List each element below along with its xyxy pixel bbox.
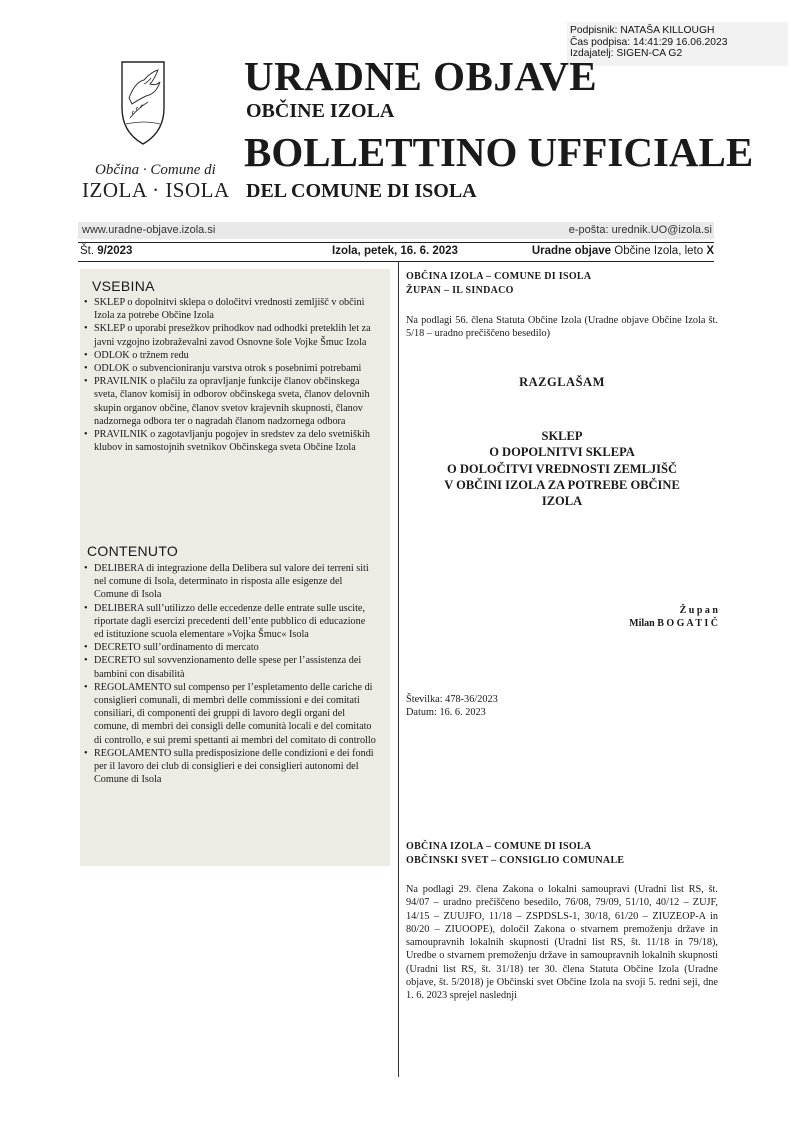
email-link[interactable]: e-pošta: urednik.UO@izola.si bbox=[568, 224, 712, 236]
masthead-title-sl: URADNE OBJAVE bbox=[244, 53, 598, 99]
issue-number bbox=[80, 245, 132, 257]
mayor-signature bbox=[406, 604, 718, 631]
article1-date: Datum: 16. 6. 2023 bbox=[406, 707, 486, 719]
doc-title-line: SKLEP bbox=[541, 429, 583, 443]
signature-signer: Podpisnik: NATAŠA KILLOUGH bbox=[570, 25, 715, 36]
toc-item[interactable]: • SKLEP o uporabi presežkov prihodkov nad odhodki preteklih let za javni vzgojno izobraževalni zavod Osnovne šole Vojke Šmuc Izola bbox=[84, 322, 376, 348]
header-divider-bottom bbox=[78, 261, 714, 262]
digital-signature-box bbox=[567, 22, 788, 66]
toc-item[interactable]: • SKLEP o dopolnitvi sklepa o določitvi vrednosti zemljišč v občini Izola za potrebe Občine Izola bbox=[84, 296, 376, 322]
masthead-subtitle-it: DEL COMUNE DI ISOLA bbox=[246, 180, 477, 202]
signature-time: Čas podpisa: 14:41:29 16.06.2023 bbox=[570, 36, 728, 48]
article1-header-line1: OBČINA IZOLA – COMUNE DI ISOLA bbox=[406, 271, 592, 282]
article1-header-line2: ŽUPAN – IL SINDACO bbox=[406, 285, 514, 296]
masthead-title-it: BOLLETTINO UFFICIALE bbox=[244, 129, 754, 175]
publication-rest: Občine Izola, leto bbox=[614, 245, 704, 257]
toc-list-sl bbox=[84, 296, 376, 454]
doc-title-line: V OBČINI IZOLA ZA POTREBE OBČINE bbox=[444, 477, 680, 492]
municipal-crest-icon bbox=[120, 60, 166, 146]
article1-header bbox=[406, 270, 718, 298]
toc-item[interactable]: • DECRETO sull’ordinamento di mercato bbox=[84, 641, 376, 654]
toc-item[interactable]: • DELIBERA sull’utilizzo delle eccedenze delle entrate sulle uscite, riportate dagli esercizi precedenti dell’ente pubblico di educazione ed istituzione scuola elementare »Vojka Šmuc« Isola bbox=[84, 602, 376, 642]
publication-year: X bbox=[706, 245, 714, 257]
toc-list-it bbox=[84, 562, 376, 786]
toc-item[interactable]: • ODLOK o subvencioniranju varstva otrok s posebnimi potrebami bbox=[84, 362, 376, 375]
article2-header-line2: OBČINSKI SVET – CONSIGLIO COMUNALE bbox=[406, 855, 625, 866]
toc-item[interactable]: • PRAVILNIK o zagotavljanju pogojev in sredstev za delo svetniških klubov in samostojnih svetnikov Občinskega sveta Občine Izola bbox=[84, 428, 376, 454]
article2-header bbox=[406, 840, 718, 868]
toc-item[interactable]: • REGOLAMENTO sulla predisposizione delle condizioni e dei fondi per il lavoro dei club di consiglieri e dei consiglieri autonomi del Comune di Isola bbox=[84, 747, 376, 787]
column-separator bbox=[398, 262, 399, 1077]
mayor-role: Ž u p a n bbox=[679, 605, 718, 616]
url-bar bbox=[78, 222, 714, 239]
issue-number-value: 9/2023 bbox=[97, 245, 133, 257]
article1-intro: Na podlagi 56. člena Statuta Občine Izola (Uradne objave Občine Izola št. 5/18 – uradno prečiščeno besedilo) bbox=[406, 315, 718, 340]
toc-item[interactable]: • DELIBERA di integrazione della Delibera sul valore dei terreni siti nel comune di Isola, determinato in risposta alle esigenze del Comune di Isola bbox=[84, 562, 376, 602]
article1-doc-title bbox=[406, 428, 718, 509]
mayor-name: Milan B O G A T I Č bbox=[629, 618, 718, 630]
municipality-name-line1: Občina · Comune di bbox=[95, 162, 216, 178]
issue-date: Izola, petek, 16. 6. 2023 bbox=[332, 245, 458, 257]
table-of-contents bbox=[80, 269, 390, 866]
toc-title-it: CONTENUTO bbox=[87, 543, 179, 559]
toc-title-sl: VSEBINA bbox=[92, 278, 155, 294]
website-link[interactable]: www.uradne-objave.izola.si bbox=[82, 224, 216, 236]
toc-item[interactable]: • PRAVILNIK o plačilu za opravljanje funkcije članov občinskega sveta, članov komisij in odborov občinskega sveta, članov delovnih skupin organov občine, članov svetov krajevnih skupnosti, članov nadzornega odbora ter o nagradah članom nadzornega odbora bbox=[84, 375, 376, 428]
toc-item[interactable]: • ODLOK o tržnem redu bbox=[84, 349, 376, 362]
municipality-name-line2: IZOLA · ISOLA bbox=[82, 178, 230, 202]
article2-body: Na podlagi 29. člena Zakona o lokalni samoupravi (Uradni list RS, št. 94/07 – uradno prečiščeno besedilo, 76/08, 79/09, 51/10, 40/12 – ZUJF, 14/15 – ZUUJFO, 11/18 – ZSPDSLS-1, 30/18, 61/20 – ZIUZEOP-A in 80/20 – ZIUOOPE), določil Zakona o stvarnem premoženju države in samoupravnih lokalnih skupnosti (Uradni list RS, št. 11/18 in 79/18), Uredbe o stvarnem premoženju države in samoupravnih lokalnih skupnosti (Uradni list RS, št. 31/18) ter 30. člena Statuta Občine Izola (Uradne objave, št. 5/2018) je Občinski svet Občine Izola na svoji 5. redni seji, dne 1. 6. 2023 sprejel naslednji bbox=[406, 884, 718, 1002]
article1-reference bbox=[406, 693, 718, 720]
signature-issuer: Izdajatelj: SIGEN-CA G2 bbox=[570, 48, 683, 60]
toc-item[interactable]: • REGOLAMENTO sul compenso per l’espletamento delle cariche di consiglieri comunali, di membri delle commissioni e dei comitati consiliari, di componenti dei gruppi di lavoro degli organi del comune, di membri dei consigli delle comunità locali e del comitato di controllo, e sui premi spettanti ai membri del comitato di controllo bbox=[84, 681, 376, 747]
doc-title-line: O DOPOLNITVI SKLEPA bbox=[489, 445, 635, 460]
header-divider-top bbox=[78, 242, 714, 243]
issue-publication bbox=[532, 245, 714, 257]
publication-name: Uradne objave bbox=[531, 245, 612, 257]
article2-header-line1: OBČINA IZOLA – COMUNE DI ISOLA bbox=[406, 841, 592, 852]
doc-title-line: O DOLOČITVI VREDNOSTI ZEMLJIŠČ bbox=[446, 461, 678, 476]
toc-item[interactable]: • DECRETO sul sovvenzionamento delle spese per l’assistenza dei bambini con disabilità bbox=[84, 654, 376, 680]
issue-number-label: Št. bbox=[80, 245, 95, 257]
masthead-subtitle-sl: OBČINE IZOLA bbox=[246, 100, 395, 122]
article1-proclaim: RAZGLAŠAM bbox=[519, 375, 605, 389]
article1-number: Številka: 478-36/2023 bbox=[406, 694, 498, 705]
doc-title-line: IZOLA bbox=[541, 494, 583, 509]
